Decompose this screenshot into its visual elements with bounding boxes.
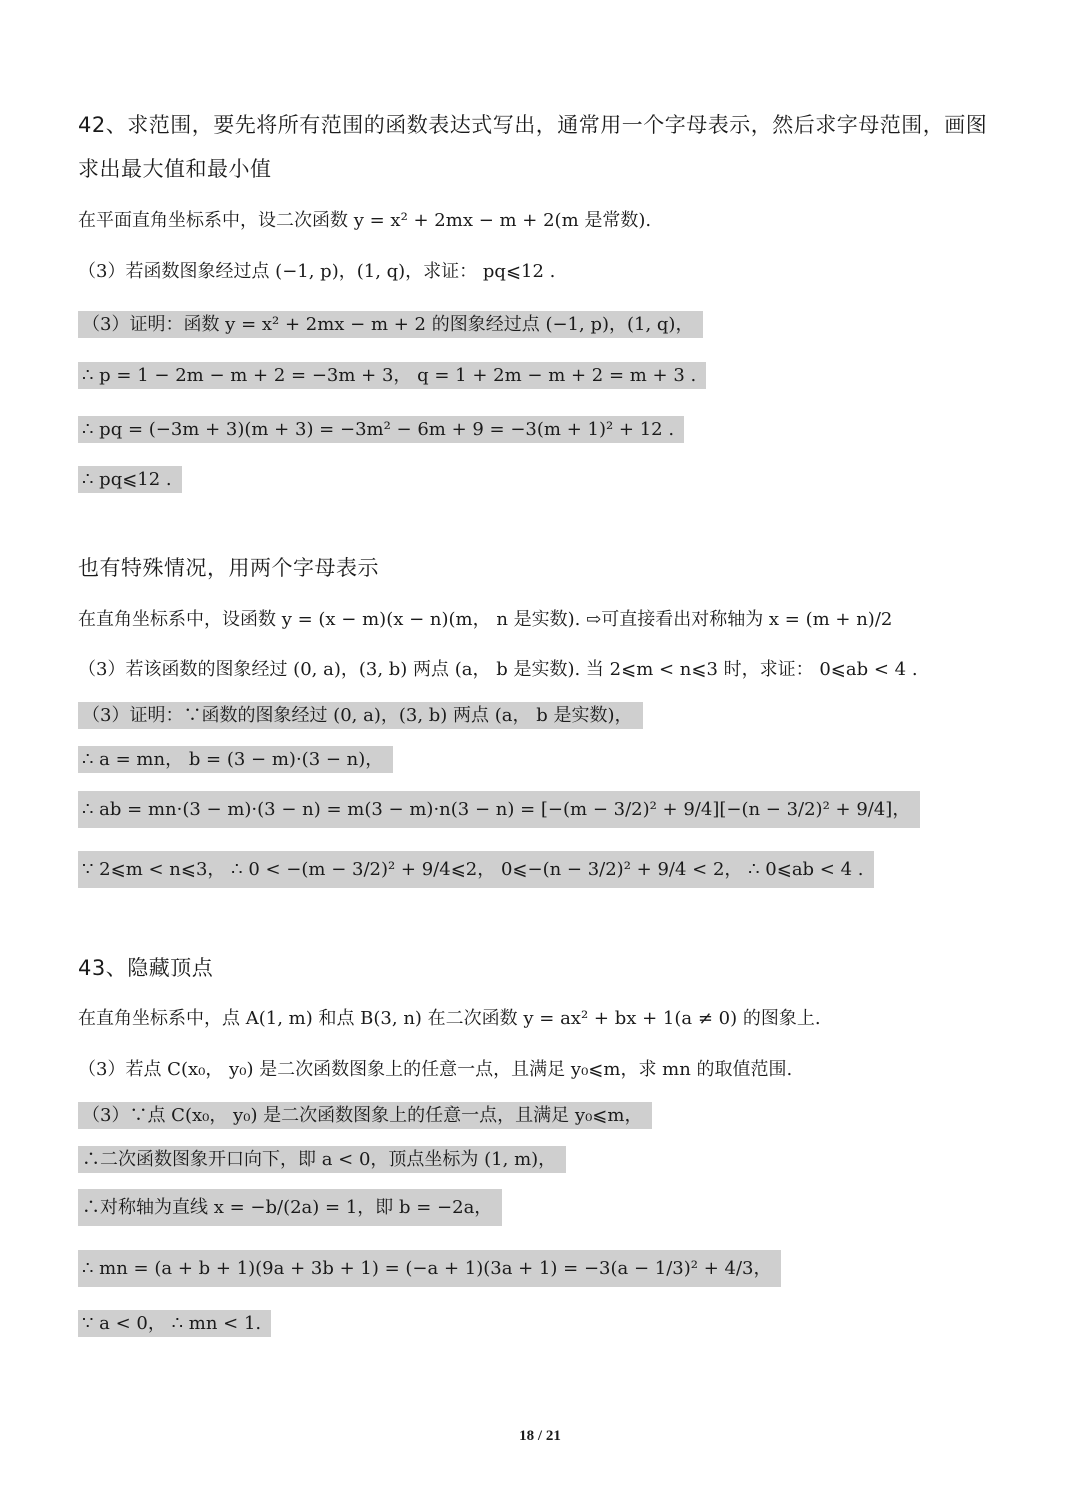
special-case-stem: 在直角坐标系中，设函数 y = (x − m)(x − n)(m， n 是实数). ⇨可直接看出对称轴为 x = (m + n)/2	[78, 609, 893, 630]
special-case-question: （3）若该函数的图象经过 (0, a)，(3, b) 两点 (a， b 是实数). 当 2⩽m < n⩽3 时，求证： 0⩽ab < 4 .	[78, 659, 918, 680]
section-43-solution-line-2: ∴二次函数图象开口向下，即 a < 0，顶点坐标为 (1, m)，	[78, 1146, 566, 1173]
section-42-stem: 在平面直角坐标系中，设二次函数 y = x² + 2mx − m + 2(m 是常数).	[78, 210, 652, 231]
section-42-heading: 42、求范围，要先将所有范围的函数表达式写出，通常用一个字母表示，然后求字母范围，画图求出最大值和最小值	[78, 113, 988, 181]
section-43-stem: 在直角坐标系中，点 A(1, m) 和点 B(3, n) 在二次函数 y = ax² + bx + 1(a ≠ 0) 的图象上.	[78, 1008, 821, 1029]
special-case-solution-line-4: ∵ 2⩽m < n⩽3， ∴ 0 < −(m − 3/2)² + 9/4⩽2， 0⩽−(n − 3/2)² + 9/4 < 2， ∴ 0⩽ab < 4 .	[78, 851, 874, 888]
section-43-solution-line-5: ∵ a < 0， ∴ mn < 1.	[78, 1310, 271, 1337]
section-42-solution-line-2: ∴ p = 1 − 2m − m + 2 = −3m + 3， q = 1 + 2m − m + 2 = m + 3 .	[78, 362, 706, 389]
section-42-question: （3）若函数图象经过点 (−1, p)，(1, q)，求证： pq⩽12 .	[78, 261, 556, 282]
section-42-solution-line-3: ∴ pq = (−3m + 3)(m + 3) = −3m² − 6m + 9 = −3(m + 1)² + 12 .	[78, 416, 684, 443]
special-case-solution-line-1: （3）证明：∵函数的图象经过 (0, a)，(3, b) 两点 (a， b 是实数)，	[78, 702, 643, 729]
section-43-solution-line-4: ∴ mn = (a + b + 1)(9a + 3b + 1) = (−a + 1)(3a + 1) = −3(a − 1/3)² + 4/3，	[78, 1250, 781, 1287]
section-43-solution-line-1: （3）∵点 C(x₀， y₀) 是二次函数图象上的任意一点，且满足 y₀⩽m，	[78, 1102, 652, 1129]
section-43-solution-line-3: ∴对称轴为直线 x = −b/(2a) = 1，即 b = −2a，	[78, 1189, 502, 1226]
section-43-question: （3）若点 C(x₀， y₀) 是二次函数图象上的任意一点，且满足 y₀⩽m，求 mn 的取值范围.	[78, 1059, 793, 1080]
section-42-solution-line-4: ∴ pq⩽12 .	[78, 466, 182, 493]
section-43-heading: 43、隐藏顶点	[78, 956, 214, 980]
special-case-solution-line-2: ∴ a = mn， b = (3 − m)·(3 − n)，	[78, 746, 393, 773]
special-case-solution-line-3: ∴ ab = mn·(3 − m)·(3 − n) = m(3 − m)·n(3 − n) = [−(m − 3/2)² + 9/4][−(n − 3/2)² + 9/4]，	[78, 791, 920, 828]
page-number: 18 / 21	[519, 1428, 561, 1444]
special-case-heading: 也有特殊情况，用两个字母表示	[78, 556, 379, 580]
section-42-solution-line-1: （3）证明：函数 y = x² + 2mx − m + 2 的图象经过点 (−1, p)，(1, q)，	[78, 311, 703, 338]
